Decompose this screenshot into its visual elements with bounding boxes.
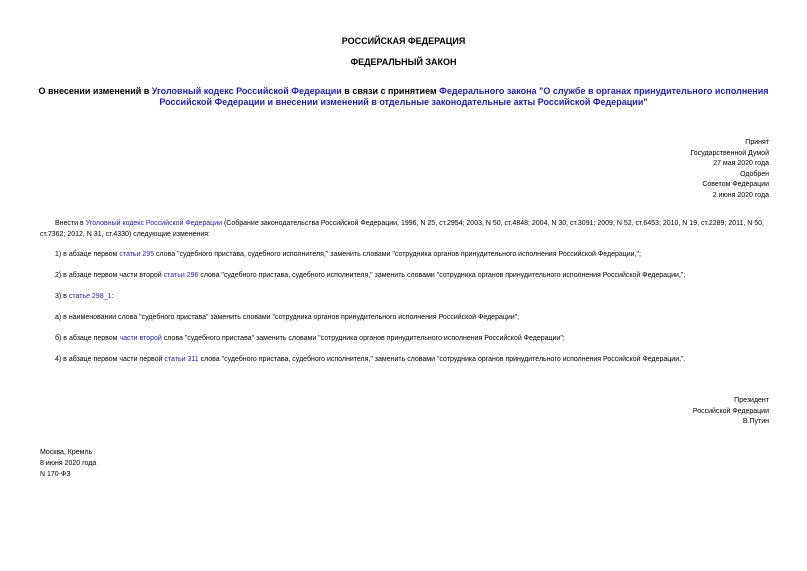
adoption-block [690, 138, 769, 201]
item-link-article-311[interactable]: статьи 311 [164, 356, 199, 363]
title-link-criminal-code[interactable]: Уголовный кодекс Российской Федерации [151, 86, 342, 96]
item-link-part-two[interactable]: части второй [119, 335, 162, 342]
signature-title: Российской Федерации [692, 407, 769, 415]
item-link-article-296[interactable]: статьи 296 [163, 272, 199, 279]
item-text: слова "судебного пристава, судебного исполнителя," заменить словами "сотрудника органов принудительного исполнения Российской Федерации,". [198, 356, 686, 363]
amendment-item [55, 292, 767, 302]
item-text: слова "судебного пристава, судебного исполнителя," заменить словами "сотрудника органов принудительного исполнения Российской Федерации,"; [198, 272, 686, 279]
item-text: слова "судебного пристава" заменить словами "сотрудника органов принудительного исполнения Российской Федерации"; [161, 335, 565, 342]
adoption-line: Одобрен [740, 170, 769, 178]
document-title [30, 86, 777, 108]
place-date-block [40, 447, 96, 480]
intro-text-2: (Собрание законодательства Российской Федерации, 1996, N 25, ст.2954; 2003, N 50, ст.4848; 2004, N 30, ст.3091; 2009, N 52, ст.6453; 2010, N 19, ст.2289; 2011, N 50, ст.7362; 2012, N 31, ст.4330) следующие изменения: [40, 220, 764, 238]
item-link-article-298-1[interactable]: статье 298_1 [68, 293, 112, 300]
item-text: 4) в абзаце первом части первой [55, 356, 165, 363]
signature-block [693, 396, 769, 428]
adoption-line: 2 июня 2020 года [712, 191, 769, 199]
item-link-article-295[interactable]: статьи 295 [119, 251, 155, 258]
intro-text-1: Внести в [55, 220, 86, 227]
item-text: а) в наименовании слова "судебного пристава" заменить словами "сотрудника органов принудительного исполнения Российской Федерации"; [55, 314, 520, 321]
adoption-line: 27 мая 2020 года [713, 160, 769, 167]
intro-paragraph [40, 219, 767, 240]
amendment-item [55, 271, 767, 281]
title-text-2: в связи с принятием [341, 86, 440, 96]
place: Москва, Кремль [40, 449, 93, 456]
amendment-item [55, 250, 767, 260]
adoption-line: Советом Федерации [702, 181, 769, 188]
amendment-item [55, 355, 767, 365]
date: 8 июня 2020 года [40, 460, 97, 467]
item-text: 1) в абзаце первом [55, 251, 120, 258]
item-text: 3) в [55, 293, 69, 300]
header-federation: РОССИЙСКАЯ ФЕДЕРАЦИЯ [341, 36, 466, 46]
header-law-type: ФЕДЕРАЛЬНЫЙ ЗАКОН [350, 57, 457, 67]
item-text: : [111, 293, 114, 300]
law-number: N 170-ФЗ [40, 471, 71, 478]
title-link-federal-law[interactable]: Федерального закона "О службе в органах принудительного исполнения Российской Федерации и внесении изменений в отдельные законодательные акты Российской Федерации" [159, 86, 769, 107]
amendment-item [55, 334, 767, 344]
item-text: б) в абзаце первом [55, 335, 120, 342]
intro-link-criminal-code[interactable]: Уголовный кодекс Российской Федерации [85, 220, 223, 227]
adoption-line: Принят [745, 139, 769, 146]
title-text-1: О внесении изменений в [38, 86, 152, 96]
amendment-item [55, 313, 767, 323]
item-text: слова "судебного пристава, судебного исполнителя," заменить словами "сотрудника органов принудительного исполнения Российской Федерации,"; [154, 251, 641, 258]
signature-name: В.Путин [742, 418, 769, 425]
adoption-line: Государственной Думой [690, 149, 769, 157]
item-text: 2) в абзаце первом части второй [55, 272, 164, 279]
signature-title: Президент [734, 397, 769, 404]
